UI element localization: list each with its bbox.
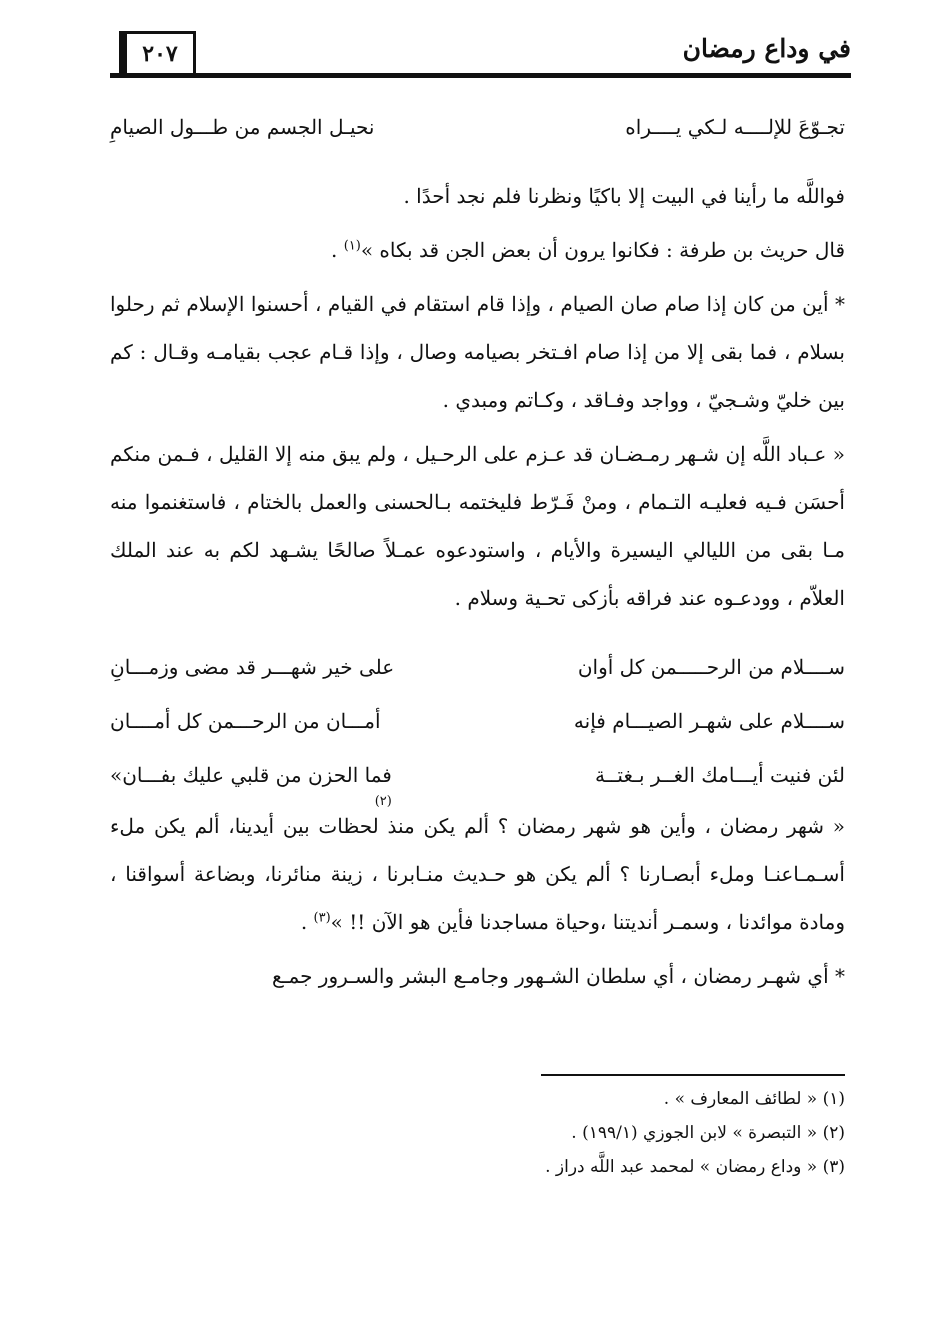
verse-second-hemistich: نحيـل الجسم من طـــول الصيامِ <box>110 115 375 139</box>
verse-second-hemistich: على خير شهـــر قد مضى وزمـــانِ <box>110 655 395 679</box>
paragraph: « شهر رمضان ، وأين هو شهر رمضان ؟ ألم يكن منذ لحظات بين أيدينا، ألم يكن ملء أسـمـاعنـا وملء أبصـارنا ؟ ألم يكن هو حـديث منـابرنا ، زينة منائرنا، وبضاعة أسواقنا ، ومادة موائدنا ، وسمـر أنديتنا ،وحياة مساجدنا فأين هو الآن !! »$^{(٣)}$ . <box>110 814 845 934</box>
page-body <box>110 100 845 1006</box>
verse-line <box>110 100 845 154</box>
footnote: (٢) « التبصرة » لابن الجوزي (١٩٩/١) . <box>571 1123 845 1143</box>
verse-first-hemistich: ســــلام من الرحـــــمن كل أوان <box>577 655 845 679</box>
verse-line <box>110 640 845 694</box>
footnote: (٣) « وداع رمضان » لمحمد عبد اللَّه دراز . <box>545 1157 845 1177</box>
verse-first-hemistich: لئن فنيت أيـــامك الغــر بـغتــة <box>594 763 845 787</box>
verse-first-hemistich: ســــلام على شهـر الصيـــام فإنه <box>573 709 845 733</box>
verse-second-hemistich: أمـــان من الرحـــمن كل أمــــان <box>110 709 381 733</box>
page-header <box>110 28 851 90</box>
poem <box>110 640 845 809</box>
verse-line <box>110 748 845 809</box>
footnote-ref: (٣) <box>313 910 331 926</box>
verse-line <box>110 694 845 748</box>
footnote-rule <box>541 1074 845 1076</box>
page-number: ٢٠٧ <box>124 31 196 77</box>
header-rule <box>110 73 851 78</box>
verse-first-hemistich: تجـوّعَ للإلــــه لـكي يــــراه <box>625 115 845 139</box>
paragraph: * أين من كان إذا صام صان الصيام ، وإذا قام استقام في القيام ، أحسنوا الإسلام ثم رحلوا بسلام ، فما بقى إلا من إذا صام افـتخر بصيامه وصال ، وإذا قـام عجب بقيامـه وقـال : كم بين خليّ وشـجيّ ، وواجد وفـاقد ، وكـاتم ومبدي . <box>110 292 845 412</box>
paragraph: « عـباد اللَّه إن شـهر رمـضـان قد عـزم على الرحـيل ، ولم يبق منه إلا القليل ، فـمن منكم أحسَن فـيه فعليـه التـمام ، ومنْ فَـرّط فليختمه بـالحسنى والعمل بالختام ، فاستغنموا منه مـا بقى من الليالي اليسيرة والأيام ، واستودعوه عمـلاً صالحًا يشـهد لكم به عند الملك العلاّم ، وودعـوه عند فراقه بأزكى تحـية وسلام . <box>110 442 845 610</box>
verse-second-hemistich: فما الحزن من قلبي عليك بفـــان» (٢) <box>110 763 392 809</box>
footnote: (١) « لطائف المعارف » . <box>663 1089 845 1109</box>
footnotes <box>300 1082 845 1184</box>
paragraph: * أي شهـر رمضان ، أي سلطان الشـهور وجامـع البشر والسـرور جمـع <box>272 964 845 988</box>
paragraph: قال حريث بن طرفة : فكانوا يرون أن بعض الجن قد بكاه »$^{(١)}$ . <box>330 238 845 262</box>
chapter-title: في وداع رمضان <box>682 34 851 63</box>
footnote-ref: (١) <box>343 238 361 254</box>
paragraph: فواللَّه ما رأينا في البيت إلا باكيًا ونظرنا فلم نجد أحدًا . <box>403 184 845 208</box>
